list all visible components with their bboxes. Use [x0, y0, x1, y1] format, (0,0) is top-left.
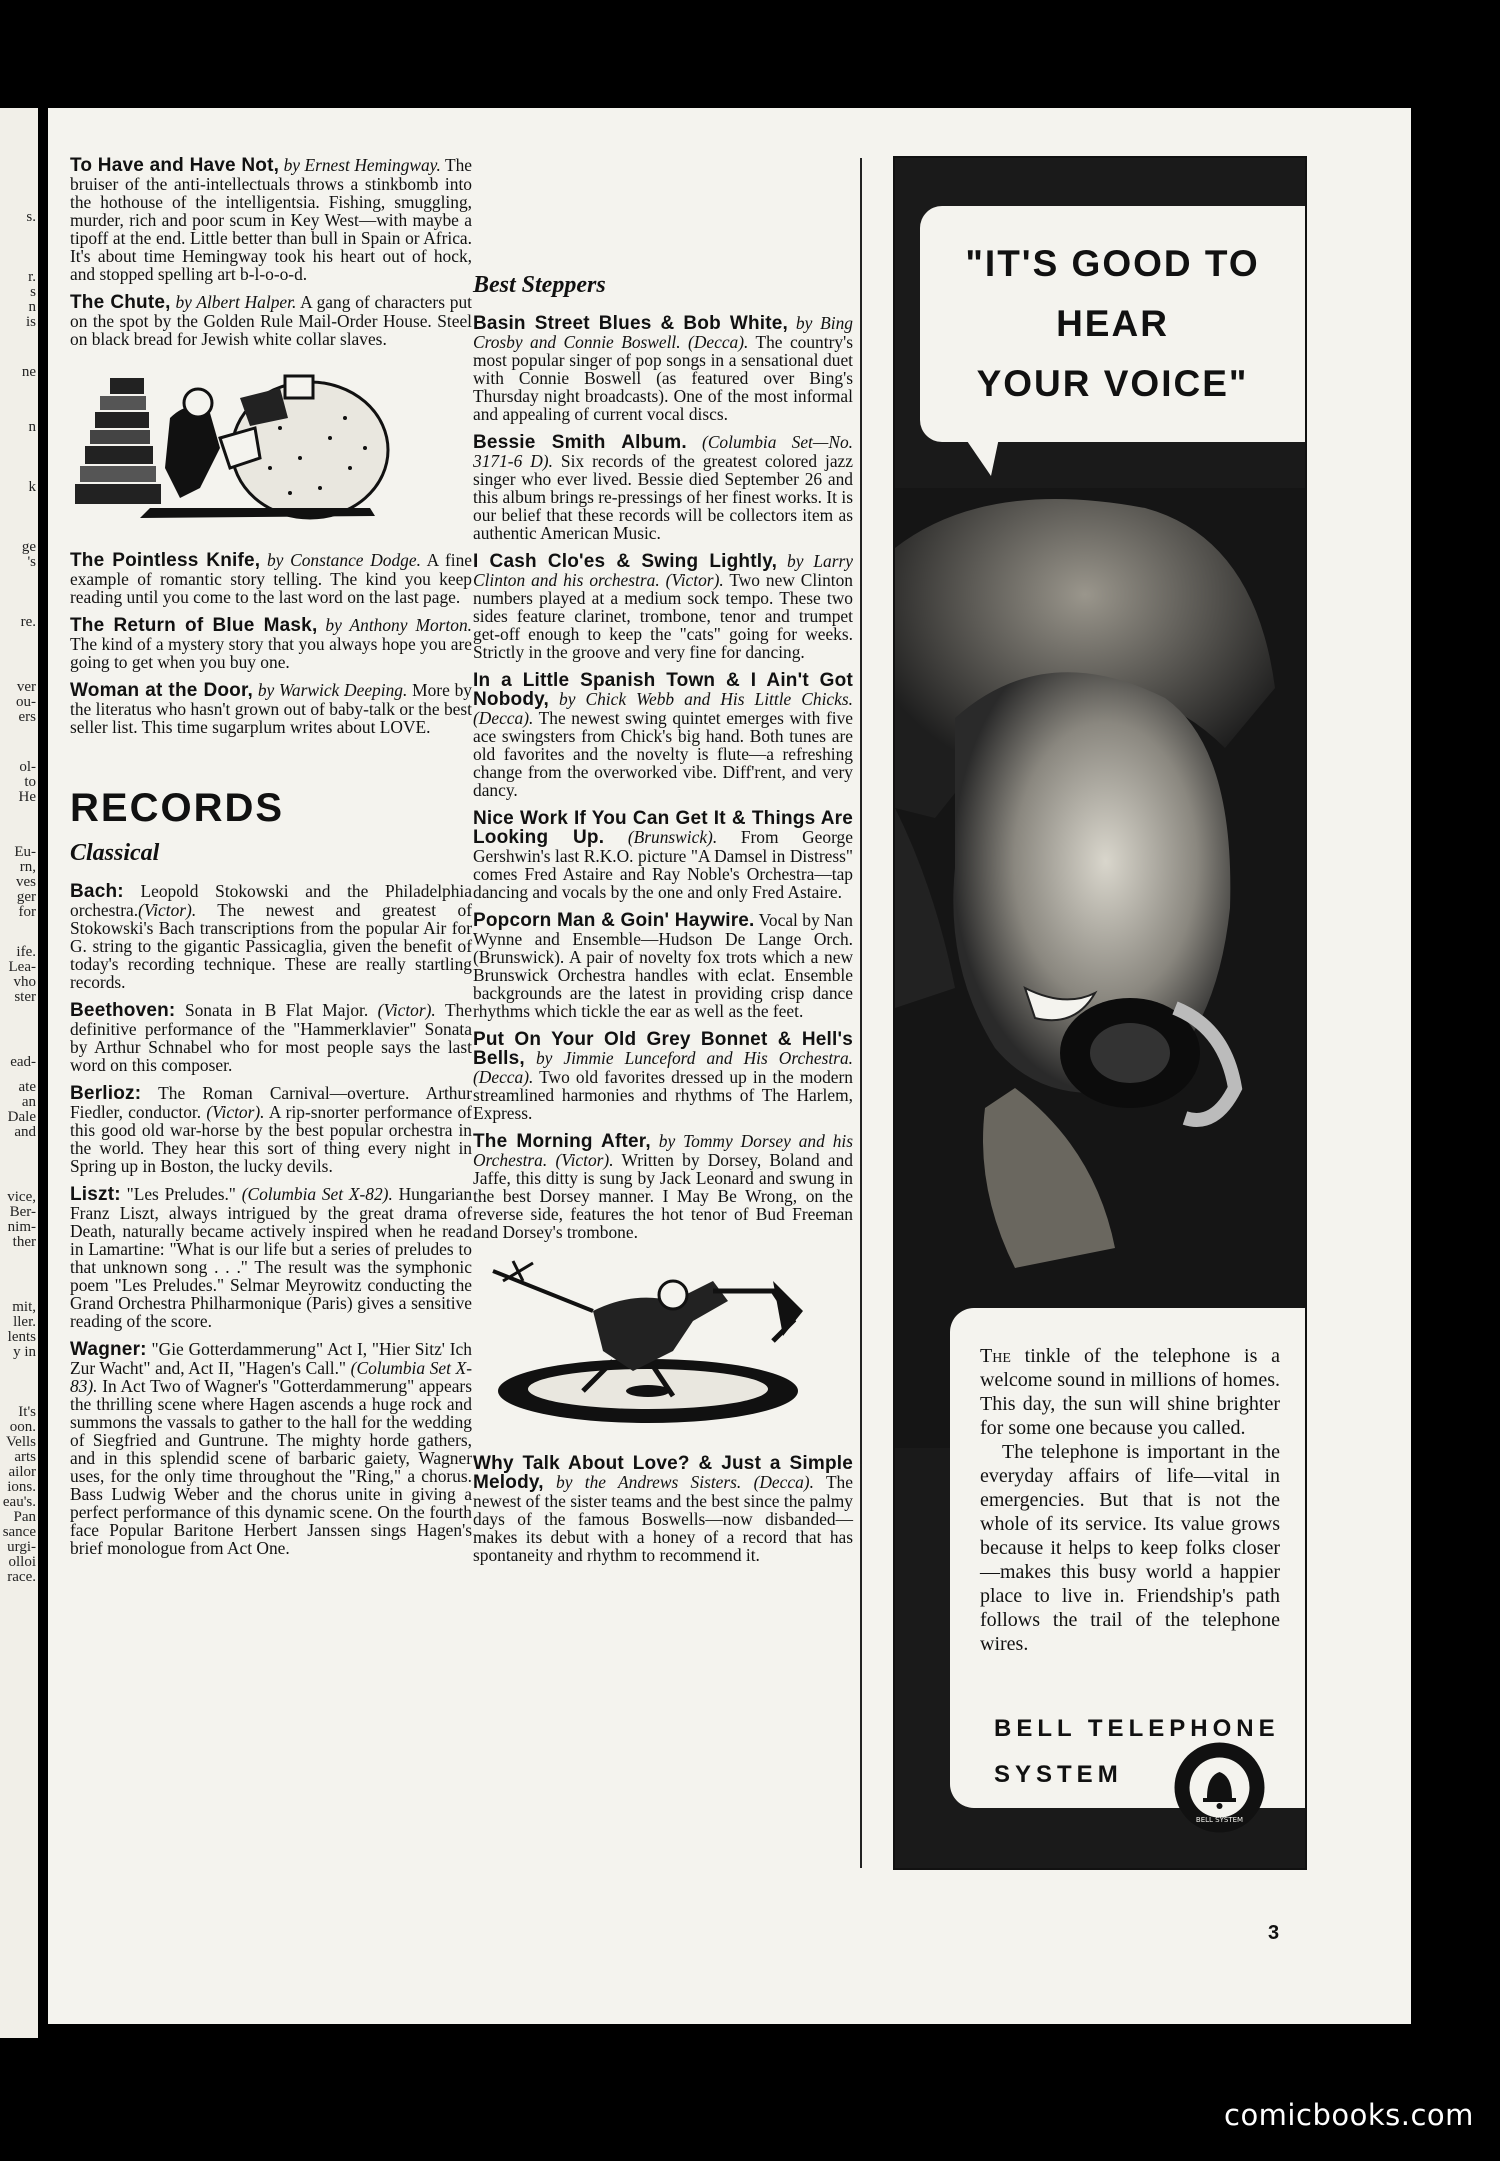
book-author: by Constance Dodge. — [266, 550, 421, 570]
reading-illustration — [70, 358, 472, 541]
previous-page-fragment: y in — [13, 1344, 36, 1360]
record-review — [70, 1001, 472, 1074]
record-text: The newest of the sister teams and the best since the palmy days of the famous Boswells—now disbanded—makes its debut with a honey of a record that has spontaneity and rhythm to recommend it. — [473, 1472, 853, 1565]
previous-page-fragment: He — [18, 789, 36, 805]
book-text: A fine example of romantic story telling. The kind you keep reading until you come to the last word on the last page. — [70, 550, 472, 607]
previous-page-fragment: n — [28, 419, 36, 435]
headline-line: HEAR — [1056, 303, 1169, 344]
record-text: "Les Preludes." — [126, 1184, 236, 1204]
ad-headline — [920, 234, 1305, 414]
record-artist: by Tommy Dorsey and his Orchestra. (Victor). — [473, 1131, 853, 1170]
record-artist: by the Andrews Sisters. (Decca). — [556, 1472, 814, 1492]
previous-page-fragment: eau's. — [2, 1494, 36, 1510]
book-review — [70, 156, 472, 283]
record-review — [473, 552, 853, 661]
previous-page-fragment: s — [30, 284, 36, 300]
previous-page-fragment: ne — [21, 364, 36, 380]
record-artist: (Brunswick). — [627, 827, 718, 847]
previous-page-fragment: Pan — [13, 1509, 36, 1525]
book-review — [70, 616, 472, 671]
previous-page-fragment: r. — [28, 269, 36, 285]
record-text: Leopold Stokowski and the Philadelphia orchestra. — [70, 881, 472, 920]
previous-page-fragment: re. — [20, 614, 36, 630]
ad-text: tinkle of the telephone is a welcome sound in millions of homes. This day, the sun will shine brighter for some one because you called. — [980, 1345, 1280, 1439]
record-artist: by Larry Clinton and his orchestra. (Victor). — [473, 551, 853, 590]
previous-page-fragment: Eu- — [14, 844, 36, 860]
record-title: Liszt: — [70, 1184, 121, 1205]
previous-page-fragment: to — [24, 774, 36, 790]
record-text: The newest swing quintet emerges with five ace swingsters from Chick's big hand. Both tunes are old favorites and the novelty is flute—a refreshing change from the overworked vibe. Diff'rent, and very dancy. — [473, 708, 853, 800]
dancer-illustration — [473, 1251, 853, 1444]
record-review — [473, 1030, 853, 1122]
record-label: (Victor). — [138, 900, 197, 920]
signature-line: SYSTEM — [994, 1761, 1123, 1788]
record-title: Bach: — [70, 881, 124, 902]
record-text: Two old favorites dressed up in the modern streamlined harmonies and rhythms of The Harlem, Express. — [473, 1067, 853, 1123]
headline-line: "IT'S GOOD TO — [965, 243, 1260, 284]
previous-page-edge — [0, 108, 38, 2038]
record-text: Six records of the greatest colored jazz singer who ever lived. Bessie died September 26 and this album brings re-pressings of her finest works. It is our belief that these records will be collectors item as authentic American Music. — [473, 451, 853, 543]
book-author: by Ernest Hemingway. — [283, 155, 441, 175]
previous-page-fragment: sance — [2, 1524, 36, 1540]
record-review — [473, 1454, 853, 1564]
record-artist: by Chick Webb and His Little Chicks. (Decca). — [473, 689, 853, 728]
previous-page-fragment: ger — [16, 889, 36, 905]
record-title: Why Talk About Love? & Just a Simple Melody, — [473, 1453, 853, 1493]
column-divider — [860, 158, 862, 1868]
previous-page-fragment: 's — [27, 554, 36, 570]
record-artist: by Bing Crosby and Connie Boswell. (Decca). — [473, 313, 853, 352]
record-title: Put On Your Old Grey Bonnet & Hell's Bells, — [473, 1029, 853, 1069]
previous-page-fragment: oon. — [9, 1419, 36, 1435]
record-review — [70, 1084, 472, 1175]
book-title: To Have and Have Not, — [70, 155, 280, 176]
record-text: The country's most popular singer of pop songs in a sensational duet with Connie Boswell (as featured over Bing's Thursday night broadcasts). One of the most informal and appealing of current vocal discs. — [473, 332, 853, 424]
previous-page-fragment: Ber- — [9, 1204, 36, 1220]
record-text: The newest and greatest of Stokowski's Bach transcriptions from the popular Air for G. string to the gigantic Passicaglia, given the benefit of today's recording technique. These are really startling records. — [70, 900, 472, 992]
record-title: In a Little Spanish Town & I Ain't Got Nobody, — [473, 670, 853, 710]
previous-page-fragment: for — [18, 904, 36, 920]
book-title: The Pointless Knife, — [70, 550, 261, 571]
previous-page-fragment: n — [28, 299, 36, 315]
record-text: In Act Two of Wagner's "Gotterdammerung" appears the thrilling scene where Hagen ascends a huge rock and summons the vassals to gather to the hall for the wedding of Siegfried and Guntrune. The mighty horde gathers, and in this splendid scene of barbaric gaiety, Wagner uses, for the only time throughout the "Ring," a chorus. Bass Ludwig Weber and the chorus unite in giving a perfect performance of this dynamic scene. On the fourth face Popular Baritone Herbert Janssen sings Hagen's brief monologue from Act One. — [70, 1376, 472, 1558]
ad-paragraph: The telephone is important in the everyday affairs of life—vital in emergencies. But that is not the whole of its service. Its value grows because it helps to keep folks closer—makes this busy world a happier place to live in. Friendship's path follows the trail of the telephone wires. — [980, 1441, 1280, 1655]
record-title: I Cash Clo'es & Swing Lightly, — [473, 551, 778, 572]
signature-line: BELL TELEPHONE — [994, 1715, 1280, 1742]
book-review — [70, 551, 472, 606]
record-label: (Victor). — [377, 1000, 436, 1020]
book-author: by Anthony Morton. — [325, 615, 472, 635]
best-steppers-heading: Best Steppers — [473, 272, 606, 298]
record-review — [473, 433, 853, 542]
record-title: The Morning After, — [473, 1131, 651, 1152]
previous-page-fragment: nim- — [7, 1219, 36, 1235]
record-review — [70, 1340, 472, 1557]
previous-page-fragment: mit, — [12, 1299, 36, 1315]
record-text: Hungarian Franz Liszt, always intrigued by the great drama of Death, naturally became actively inspired when he read in Lamartine: "What is our life but a series of preludes to that unknown song . . ." The result was the symphonic poem "Les Preludes." Selmar Meyrowitz conducting the Grand Orchestra Philharmonique (Paris) gives a sensitive reading of the score. — [70, 1184, 473, 1331]
book-author: by Albert Halper. — [175, 292, 297, 312]
record-title: Berlioz: — [70, 1083, 142, 1104]
record-review — [473, 809, 853, 901]
previous-page-fragment: ves — [16, 874, 36, 890]
record-text: "Gie Gotterdammerung" Act I, "Hier Sitz' Ich Zur Wacht" and, Act II, "Hagen's Call." — [70, 1339, 472, 1378]
woman-on-phone-photo — [895, 488, 1305, 1448]
book-title: The Chute, — [70, 292, 171, 313]
record-text: The definitive performance of the "Hammerklavier" Sonata by Arthur Schnabel who for most people says the last word on this composer. — [70, 1000, 472, 1075]
record-text: Two new Clinton numbers played at a medium sock tempo. These two sides feature clarinet, trombone, tenor and trumpet get-off enough to keep the "cats" going for weeks. Strictly in the groove and very fine for dancing. — [473, 570, 853, 662]
speech-bubble — [920, 206, 1305, 442]
headline-line: YOUR VOICE" — [976, 363, 1249, 404]
previous-page-fragment: ate — [18, 1079, 36, 1095]
svg-text:BELL SYSTEM: BELL SYSTEM — [1195, 1816, 1244, 1824]
record-text: The Roman Carnival—overture. Arthur Fiedler, conductor. — [70, 1083, 472, 1122]
record-text: From George Gershwin's last R.K.O. picture "A Damsel in Distress" comes Fred Astaire and Ray Noble's Orchestra—tap dancing and vocals by the one and only Fred Astaire. — [473, 827, 853, 902]
previous-page-fragment: ailor — [8, 1464, 36, 1480]
record-review — [473, 671, 853, 799]
column-left — [70, 156, 472, 1567]
record-review — [70, 882, 472, 991]
record-label: (Columbia Set X-83). — [70, 1358, 472, 1396]
page-number: 3 — [1268, 1922, 1280, 1944]
record-title: Bessie Smith Album. — [473, 432, 687, 453]
previous-page-fragment: ver — [16, 679, 36, 695]
record-title: Wagner: — [70, 1339, 147, 1360]
watermark: comicbooks.com — [1224, 2098, 1474, 2132]
previous-page-fragment: It's — [18, 1404, 36, 1420]
previous-page-fragment: ge — [21, 539, 36, 555]
record-artist: by Jimmie Lunceford and His Orchestra. (Decca). — [473, 1048, 853, 1087]
record-text: A rip-snorter performance of this good old war-horse by the best popular orchestra in the world. They hear this sort of thing every night in Spring up in Boston, the lucky devils. — [70, 1102, 472, 1176]
record-review — [473, 314, 853, 423]
bell-system-seal-icon — [1172, 1740, 1267, 1835]
column-middle — [473, 154, 853, 1574]
ad-lead: The — [980, 1345, 1011, 1367]
magazine-page — [48, 108, 1411, 2024]
previous-page-fragment: lents — [7, 1329, 36, 1345]
ad-copy-box — [950, 1308, 1305, 1824]
previous-page-fragment: an — [21, 1094, 36, 1110]
previous-page-fragment: s. — [26, 209, 36, 225]
previous-page-fragment: Lea- — [8, 959, 36, 975]
record-title: Basin Street Blues & Bob White, — [473, 313, 789, 334]
previous-page-fragment: and — [14, 1124, 36, 1140]
previous-page-fragment: urgi- — [7, 1539, 36, 1555]
ad-paragraph — [980, 1344, 1280, 1440]
book-text: The bruiser of the anti-intellectuals throws a stinkbomb into the hothouse of the intelligentsia. Fishing, smuggling, murder, rich and poor scum in Key West—with maybe a tipoff at the end. Little better than bull in Spain or Africa. It's about time Hemingway took his heart out of hock, and stopped spelling art b-l-o-o-d. — [70, 155, 472, 284]
previous-page-fragment: ol- — [19, 759, 36, 775]
previous-page-fragment: arts — [14, 1449, 36, 1465]
ad-body — [980, 1344, 1280, 1656]
previous-page-fragment: k — [28, 479, 36, 495]
book-text: The kind of a mystery story that you always hope you are going to get when you buy one. — [70, 634, 472, 672]
record-artist: (Columbia Set—No. 3171-6 D). — [473, 432, 853, 471]
book-text: More by the literatus who hasn't grown out of baby-talk or the best seller list. This time sugarplum writes about LOVE. — [70, 680, 472, 737]
record-label: (Columbia Set X-82). — [241, 1184, 393, 1204]
previous-page-fragment: olloi — [8, 1554, 36, 1570]
book-review — [70, 681, 472, 736]
previous-page-fragment: rn, — [19, 859, 36, 875]
record-label: (Victor). — [206, 1102, 265, 1122]
book-text: A gang of characters put on the spot by the Golden Rule Mail-Order House. Steel on black bread for Jewish white collar slaves. — [70, 292, 472, 349]
record-review — [473, 1132, 853, 1241]
record-title: Nice Work If You Can Get It & Things Are Looking Up. — [473, 808, 853, 848]
previous-page-fragment: race. — [7, 1569, 36, 1585]
record-text: Vocal by Nan Wynne and Ensemble—Hudson De Lange Orch. (Brunswick). A pair of novelty fox trots which a new Brunswick Orchestra handles with eclat. Ensemble backgrounds are the latest in providing crisp dance rhythms which tickle the ear as well as the feet. — [473, 910, 853, 1021]
book-title: The Return of Blue Mask, — [70, 615, 318, 636]
previous-page-fragment: ster — [14, 989, 36, 1005]
record-text: Written by Dorsey, Boland and Jaffe, this ditty is sung by Jack Leonard and swung in the best Dorsey manner. I May Be Wrong, on the reverse side, features the hot tenor of Bud Freeman and Dorsey's trombone. — [473, 1150, 853, 1242]
previous-page-fragment: ead- — [10, 1054, 36, 1070]
record-title: Popcorn Man & Goin' Haywire. — [473, 910, 755, 931]
record-text: Sonata in B Flat Major. — [184, 1000, 369, 1020]
previous-page-fragment: ther — [12, 1234, 36, 1250]
speech-bubble-tail — [965, 438, 999, 476]
previous-page-fragment: vho — [13, 974, 36, 990]
book-review — [70, 293, 472, 348]
previous-page-fragment: ions. — [7, 1479, 36, 1495]
previous-page-fragment: Dale — [7, 1109, 36, 1125]
bell-telephone-ad — [893, 156, 1307, 1870]
previous-page-fragment: ller. — [13, 1314, 36, 1330]
previous-page-fragment: vice, — [7, 1189, 36, 1205]
record-review — [70, 1185, 472, 1330]
previous-page-fragment: Vells — [6, 1434, 36, 1450]
book-author: by Warwick Deeping. — [257, 680, 408, 700]
previous-page-fragment: ers — [18, 709, 36, 725]
book-title: Woman at the Door, — [70, 680, 254, 701]
record-title: Beethoven: — [70, 1000, 176, 1021]
classical-heading: Classical — [70, 840, 160, 866]
previous-page-fragment: ou- — [16, 694, 36, 710]
record-review — [473, 911, 853, 1020]
previous-page-fragment: is — [25, 314, 36, 330]
previous-page-fragment: ife. — [16, 944, 36, 960]
records-heading: RECORDS — [70, 786, 285, 830]
